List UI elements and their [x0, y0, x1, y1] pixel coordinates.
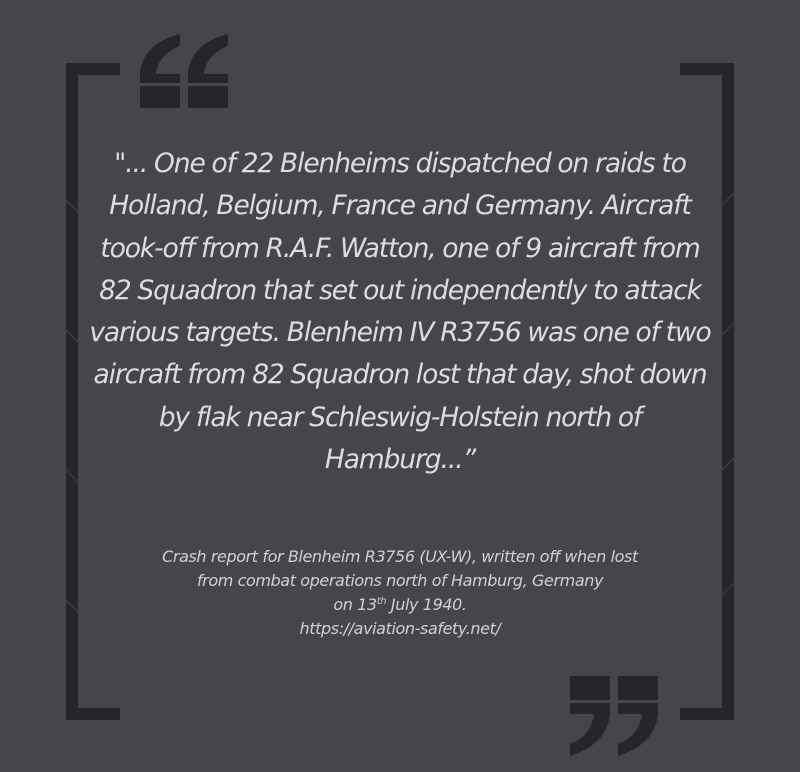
- quote-text: "... One of 22 Blenheims dispatched on raids to Holland, Belgium, France and Germany. Aircraft took-off from R.A.F. Watton, one of 9 aircraft from 82 Squadron that set out independently to attack various targets. Blenheim IV R3756 was one of two aircraft from 82 Squadron lost that day, shot down by flak near Schleswig-Holstein north of Hamburg...”: [89, 148, 711, 476]
- caption-date-rest: July 1940.: [386, 595, 467, 614]
- caption-line-3: [100, 593, 700, 617]
- caption-line-2: from combat operations north of Hamburg, Germany: [196, 571, 604, 590]
- caption-date-prefix: on 13: [333, 595, 377, 614]
- caption-date-suffix-ordinal: th: [376, 596, 387, 607]
- caption-line-1: Crash report for Blenheim R3756 (UX-W), written off when lost: [162, 547, 638, 566]
- close-quote-icon: [570, 676, 658, 756]
- open-quote-icon: [140, 34, 228, 108]
- source-url: https://aviation-safety.net/: [299, 619, 501, 638]
- caption: [100, 545, 700, 641]
